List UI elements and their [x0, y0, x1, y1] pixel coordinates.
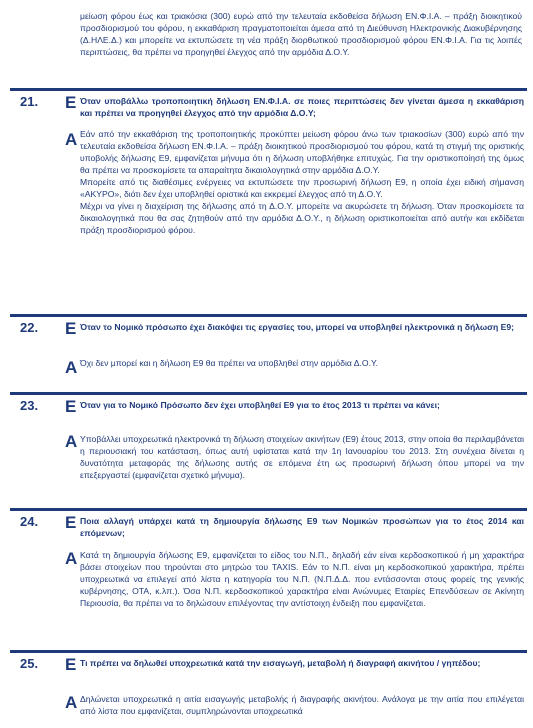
- answer-paragraph: Όχι δεν μπορεί και η δήλωση Ε9 θα πρέπει να υποβληθεί στην αρμόδια Δ.Ο.Υ.: [80, 358, 379, 368]
- question-number: 21.: [20, 94, 39, 109]
- answer-letter: Α: [65, 549, 78, 568]
- question-letter: Ε: [65, 513, 77, 532]
- answer-paragraph: Κατά τη δημιουργία δήλωσης Ε9, εμφανίζεται το είδος του Ν.Π., δηλαδή εάν είναι κερδοσκοπικού ή μη χαρακτήρα βάσει στοιχείων που τηρούνται στο μητρώο του TAXIS. Εάν το Ν.Π. είναι μη κερδοσκοπικού χαρακτήρα, πρέπει υποχρεωτικά να επιλεγεί από λίστα η κατηγορία του Ν.Π. (Ν.Π.Δ.Δ. που εντάσσονται στους φορείς της γενικής κυβέρνησης, ΟΤΑ, κ.λπ.). Όσα Ν.Π. κερδοσκοπικού χαρακτήρα είναι Ανώνυμες Εταιρίες Επενδύσεων σε Ακίνητη Περιουσία, θα πρέπει να το δηλώσουν επιλέγοντας την αντίστοιχη ένδειξη που εμφανίζεται.: [80, 550, 524, 608]
- answer-letter: Α: [65, 358, 78, 377]
- question-text: Ποια αλλαγή υπάρχει κατά τη δημιουργία δήλωσης Ε9 των Νομικών προσώπων για το έτος 2014 και επόμενων;: [80, 516, 524, 538]
- answer-letter: Α: [65, 432, 78, 451]
- question-letter: Ε: [65, 93, 77, 112]
- question-letter: Ε: [65, 397, 77, 416]
- section-divider: [10, 314, 527, 317]
- question-text: Όταν υποβάλλω τροποποιητική δήλωση ΕΝ.Φ.Ι.Α. σε ποιες περιπτώσεις δεν γίνεται άμεσα η εκκαθάριση και πρέπει να προηγηθεί έλεγχος από την αρμόδια Δ.Ο.Υ;: [80, 96, 524, 118]
- section-divider: [10, 650, 527, 653]
- section-divider: [10, 88, 527, 91]
- answer-text: [80, 549, 524, 609]
- answer-paragraph: Υποβάλλει υποχρεωτικά ηλεκτρονικά τη δήλωση στοιχείων ακινήτων (Ε9) έτους 2013, στην οποία θα περιλαμβάνεται η περιουσιακή του κατάσταση, όπως αυτή υφίσταται κατά την 1η Ιανουαρίου του 2013. Στη συνέχεια δίνεται η δυνατότητα μεταφοράς της δήλωσης αυτής σε επόμενα έτη ως προσωρινή δήλωση όπου μπορεί να την επεξεργαστεί (εμφανίζεται σχετικό μήνυμα).: [80, 434, 524, 480]
- answer-paragraph: Μέχρι να γίνει η διαχείριση της δήλωσης από τη Δ.Ο.Υ. μπορείτε να ακυρώσετε τη δήλωση. Όταν προσκομίσετε τα δικαιολογητικά που θα σας ζητηθούν από την αρμόδια Δ.Ο.Υ., η δήλωση οριστικοποιείται από αυτήν και εκδίδεται πράξη προσδιορισμού φόρου.: [80, 201, 524, 235]
- question-number: 22.: [20, 320, 39, 335]
- answer-letter: Α: [65, 130, 78, 149]
- section-divider: [10, 392, 527, 395]
- answer-paragraph: Μπορείτε από τις διαθέσιμες ενέργειες να εκτυπώσετε την προσωρινή δήλωση Ε9, η οποία έχει ειδική σήμανση «ΑΚΥΡΟ», διότι δεν έχει υποβληθεί οριστικά και εκκρεμεί έλεγχος από τη Δ.Ο.Υ.: [80, 177, 524, 199]
- answer-text: [80, 433, 524, 481]
- question-text: Όταν το Νομικό πρόσωπο έχει διακόψει τις εργασίες του, μπορεί να υποβληθεί ηλεκτρονικά η δήλωση Ε9;: [80, 322, 515, 332]
- answer-text: [80, 128, 524, 236]
- section-divider: [10, 508, 527, 511]
- question-text: Όταν για το Νομικό Πρόσωπο δεν έχει υποβληθεί Ε9 για το έτος 2013 τι πρέπει να κάνει;: [80, 400, 440, 410]
- answer-text: [80, 693, 524, 717]
- answer-paragraph: Δηλώνεται υποχρεωτικά η αιτία εισαγωγής μεταβολής ή διαγραφής ακινήτου. Ανάλογα με την αιτία που επιλέγεται από λίστα που εμφανίζεται, συμπληρώνονται υποχρεωτικά: [80, 694, 524, 716]
- answer-letter: Α: [65, 693, 78, 712]
- question-number: 24.: [20, 514, 39, 529]
- intro-paragraph: μείωση φόρου έως και τριακόσια (300) ευρώ από την τελευταία εκδοθείσα δήλωση ΕΝ.Φ.Ι.Α. – πράξη διοικητικού προσδιορισμού του φόρου, η εκκαθάριση πραγματοποιείται άμεσα από τη Διεύθυνση Ηλεκτρονικής Διακυβέρνησης (Δ.ΗΛΕ.Δ.) και μπορείτε να εκτυπώσετε τη νέα πράξη διορθωτικού προσδιορισμού φόρου ΕΝ.Φ.Ι.Α. Για τις λοιπές περιπτώσεις, θα πρέπει να προηγηθεί έλεγχος από την αρμόδια Δ.Ο.Υ.: [80, 11, 522, 57]
- question-number: 23.: [20, 398, 39, 413]
- answer-text: [80, 357, 524, 369]
- question-letter: Ε: [65, 319, 77, 338]
- question-number: 25.: [20, 656, 39, 671]
- question-letter: Ε: [65, 655, 77, 674]
- answer-paragraph: Εάν από την εκκαθάριση της τροποποιητικής προκύπτει μείωση φόρου άνω των τριακοσίων (300) ευρώ από την τελευταία εκδοθείσα δήλωση ΕΝ.Φ.Ι.Α. – πράξη διοικητικού προσδιορισμού του φόρου, κατά τη στιγμή της οριστικής υποβολής δήλωσης Ε9, εμφανίζεται μήνυμα ότι η δήλωση υποβλήθηκε επιτυχώς. Για την οριστικοποίησή της όμως θα πρέπει να προσκομίσετε τα απαραίτητα δικαιολογητικά στην αρμόδια Δ.Ο.Υ.: [80, 129, 524, 175]
- question-text: Τι πρέπει να δηλωθεί υποχρεωτικά κατά την εισαγωγή, μεταβολή ή διαγραφή ακινήτου / γηπέδου;: [80, 658, 481, 668]
